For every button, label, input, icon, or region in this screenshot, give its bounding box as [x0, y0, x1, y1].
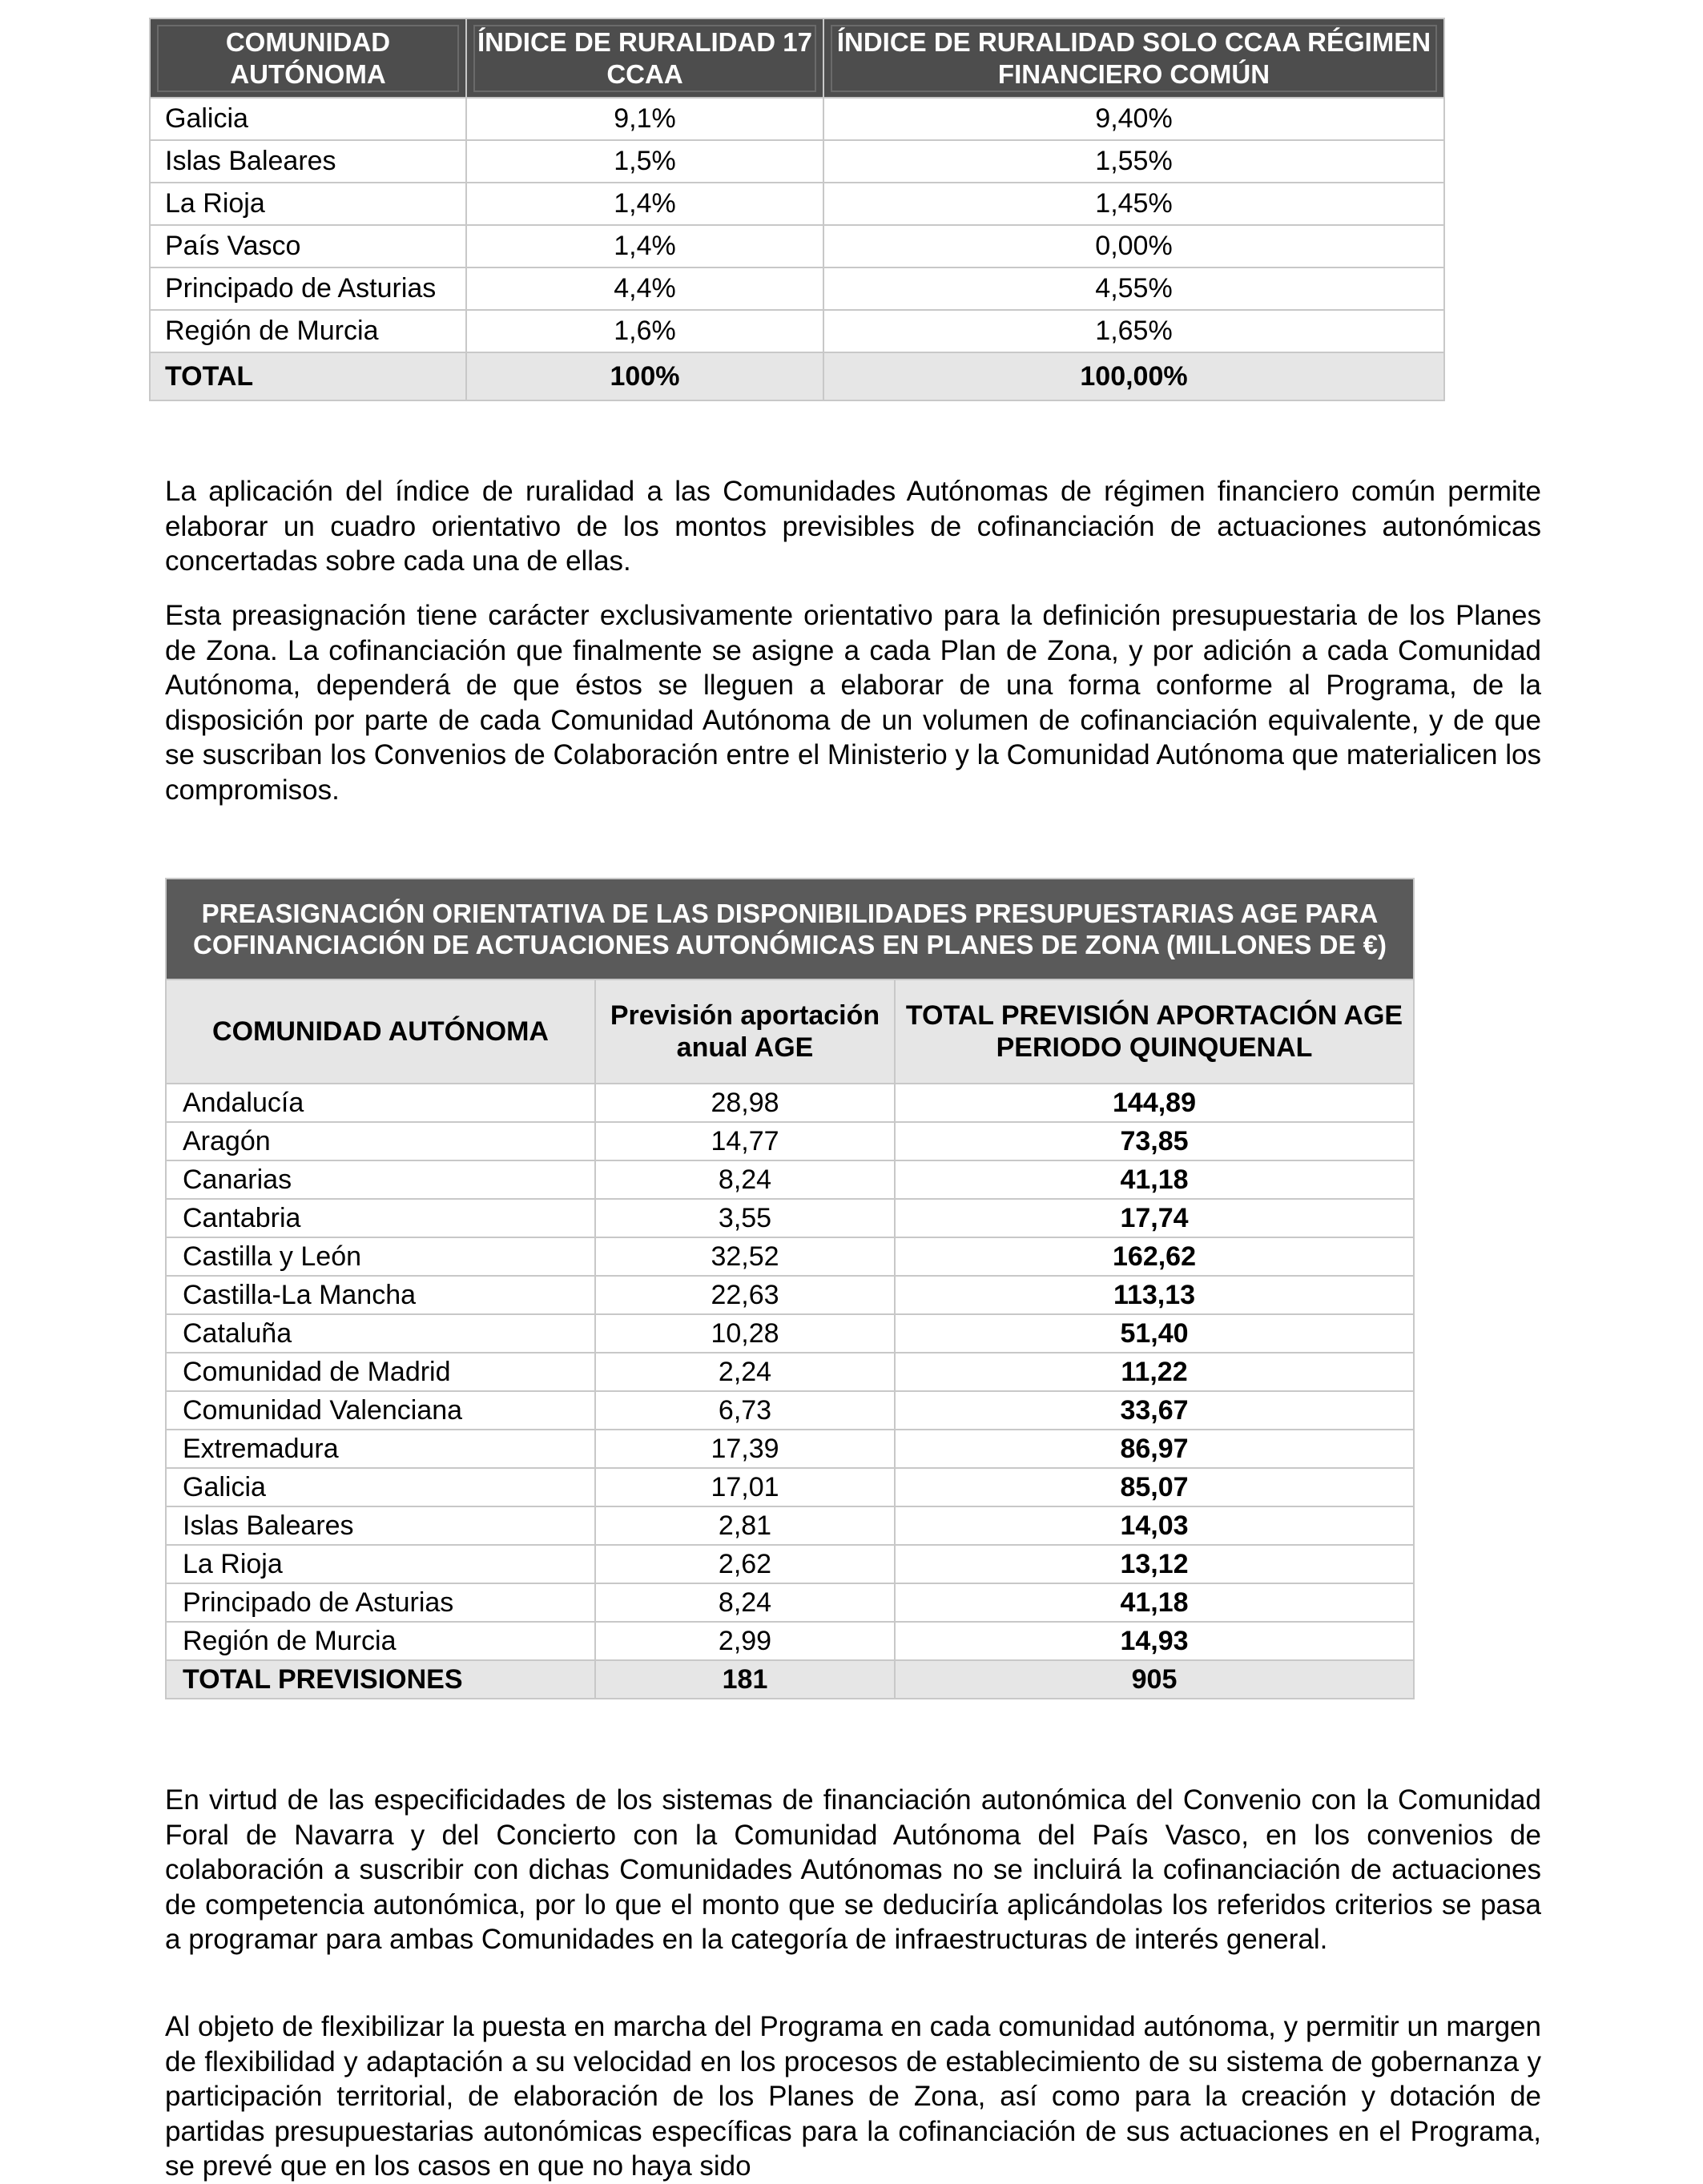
cell-comunidad: Castilla y León [166, 1237, 595, 1276]
cell-total: 14,93 [895, 1622, 1414, 1660]
table-row [150, 310, 1444, 352]
cell-idx17: 1,4% [466, 183, 823, 225]
table-row [166, 1084, 1414, 1122]
cell-total: 11,22 [895, 1353, 1414, 1391]
cell-total: 41,18 [895, 1160, 1414, 1199]
cell-idxcomun: 9,40% [823, 98, 1444, 140]
cell-comunidad: Canarias [166, 1160, 595, 1199]
table-row [166, 1506, 1414, 1545]
cell-anual: 8,24 [595, 1583, 895, 1622]
table-header-row [166, 979, 1414, 1084]
cell-total: 144,89 [895, 1084, 1414, 1122]
cell-comunidad: Aragón [166, 1122, 595, 1160]
cell-comunidad: País Vasco [150, 225, 466, 267]
cell-idx17: 1,5% [466, 140, 823, 183]
cell-comunidad: Galicia [166, 1468, 595, 1506]
total-idx17: 100% [466, 352, 823, 400]
cell-total: 13,12 [895, 1545, 1414, 1583]
cell-comunidad: Principado de Asturias [166, 1583, 595, 1622]
cell-comunidad: Islas Baleares [150, 140, 466, 183]
cell-anual: 22,63 [595, 1276, 895, 1314]
cell-comunidad: Andalucía [166, 1084, 595, 1122]
table-title-row [166, 879, 1414, 979]
cell-anual: 3,55 [595, 1199, 895, 1237]
total-quinquenal: 905 [895, 1660, 1414, 1699]
cell-idx17: 9,1% [466, 98, 823, 140]
cell-comunidad: Islas Baleares [166, 1506, 595, 1545]
total-anual: 181 [595, 1660, 895, 1699]
table-row [166, 1199, 1414, 1237]
cell-anual: 32,52 [595, 1237, 895, 1276]
table-body [166, 1084, 1414, 1660]
table-row [150, 267, 1444, 310]
cell-comunidad: La Rioja [150, 183, 466, 225]
table-row [166, 1391, 1414, 1430]
table-header-row [150, 18, 1444, 98]
cell-comunidad: Castilla-La Mancha [166, 1276, 595, 1314]
cell-idx17: 1,4% [466, 225, 823, 267]
cell-comunidad: Región de Murcia [150, 310, 466, 352]
header-indice-comun: ÍNDICE DE RURALIDAD SOLO CCAA RÉGIMEN FINANCIERO COMÚN [823, 18, 1444, 98]
cell-idx17: 4,4% [466, 267, 823, 310]
cell-anual: 17,39 [595, 1430, 895, 1468]
header-comunidad: COMUNIDAD AUTÓNOMA [166, 979, 595, 1084]
cell-anual: 8,24 [595, 1160, 895, 1199]
rurality-index-table [149, 18, 1445, 401]
cell-comunidad: Comunidad Valenciana [166, 1391, 595, 1430]
cell-idxcomun: 4,55% [823, 267, 1444, 310]
cell-comunidad: Cantabria [166, 1199, 595, 1237]
cell-total: 51,40 [895, 1314, 1414, 1353]
table-row [150, 98, 1444, 140]
header-anual: Previsión aportación anual AGE [595, 979, 895, 1084]
total-row [166, 1660, 1414, 1699]
table-row [166, 1583, 1414, 1622]
cell-comunidad: La Rioja [166, 1545, 595, 1583]
cell-anual: 17,01 [595, 1468, 895, 1506]
cell-anual: 10,28 [595, 1314, 895, 1353]
cell-total: 17,74 [895, 1199, 1414, 1237]
cell-comunidad: Comunidad de Madrid [166, 1353, 595, 1391]
table-body [150, 98, 1444, 352]
cell-idxcomun: 0,00% [823, 225, 1444, 267]
table-row [166, 1314, 1414, 1353]
cell-total: 162,62 [895, 1237, 1414, 1276]
table-row [166, 1430, 1414, 1468]
cell-comunidad: Extremadura [166, 1430, 595, 1468]
table-row [166, 1468, 1414, 1506]
table-row [166, 1545, 1414, 1583]
table-row [150, 225, 1444, 267]
cell-total: 14,03 [895, 1506, 1414, 1545]
cell-anual: 2,62 [595, 1545, 895, 1583]
cell-comunidad: Región de Murcia [166, 1622, 595, 1660]
cell-idxcomun: 1,55% [823, 140, 1444, 183]
header-comunidad: COMUNIDAD AUTÓNOMA [150, 18, 466, 98]
cell-idxcomun: 1,45% [823, 183, 1444, 225]
cell-anual: 2,24 [595, 1353, 895, 1391]
cell-anual: 14,77 [595, 1122, 895, 1160]
cell-anual: 28,98 [595, 1084, 895, 1122]
table-title: PREASIGNACIÓN ORIENTATIVA DE LAS DISPONIBILIDADES PRESUPUESTARIAS AGE PARA COFINANCIACIÓN DE ACTUACIONES AUTONÓMICAS EN PLANES DE ZONA (MILLONES DE €) [166, 879, 1414, 979]
cell-comunidad: Galicia [150, 98, 466, 140]
cell-comunidad: Cataluña [166, 1314, 595, 1353]
cell-anual: 2,99 [595, 1622, 895, 1660]
cell-total: 73,85 [895, 1122, 1414, 1160]
cell-total: 86,97 [895, 1430, 1414, 1468]
table-row [166, 1160, 1414, 1199]
table-row [166, 1237, 1414, 1276]
cell-total: 41,18 [895, 1583, 1414, 1622]
total-idxcomun: 100,00% [823, 352, 1444, 400]
table-row [166, 1122, 1414, 1160]
total-row [150, 352, 1444, 400]
table-row [150, 140, 1444, 183]
paragraph: En virtud de las especificidades de los sistemas de financiación autonómica del Convenio con la Comunidad Foral de Navarra y del Concierto con la Comunidad Autónoma del País Vasco, en los convenios de colaboración a suscribir con dichas Comunidades Autónomas no se incluirá la cofinanciación de actuaciones de competencia autonómica, por lo que el monto que se deduciría aplicándolas los referidos criterios se pasa a programar para ambas Comunidades en la categoría de infraestructuras de interés general. [165, 1784, 1541, 1955]
table-row [150, 183, 1444, 225]
header-indice-17: ÍNDICE DE RURALIDAD 17 CCAA [466, 18, 823, 98]
cell-total: 113,13 [895, 1276, 1414, 1314]
preassignment-table [165, 878, 1415, 1699]
header-quinquenal: TOTAL PREVISIÓN APORTACIÓN AGE PERIODO QUINQUENAL [895, 979, 1414, 1084]
cell-comunidad: Principado de Asturias [150, 267, 466, 310]
cell-idx17: 1,6% [466, 310, 823, 352]
paragraph: Al objeto de flexibilizar la puesta en marcha del Programa en cada comunidad autónoma, y permitir un margen de flexibilidad y adaptación a su velocidad en los procesos de establecimiento de su sistema de gobernanza y participación territorial, de elaboración de los Planes de Zona, así como para la creación y dotación de partidas presupuestarias autonómicas específicas para la cofinanciación de sus actuaciones en el Programa, se prevé que en los casos en que no haya sido [165, 2011, 1541, 2182]
paragraph: Esta preasignación tiene carácter exclusivamente orientativo para la definición presupuestaria de los Planes de Zona. La cofinanciación que finalmente se asigne a cada Plan de Zona, y por adición a cada Comunidad Autónoma, dependerá de que éstos se lleguen a elaborar de una forma conforme al Programa, de la disposición por parte de cada Comunidad Autónoma de un volumen de cofinanciación equivalente, y de que se suscriban los Convenios de Colaboración entre el Ministerio y la Comunidad Autónoma que materialicen los compromisos. [165, 600, 1541, 806]
cell-anual: 6,73 [595, 1391, 895, 1430]
table-row [166, 1353, 1414, 1391]
cell-total: 33,67 [895, 1391, 1414, 1430]
total-label: TOTAL PREVISIONES [166, 1660, 595, 1699]
table-row [166, 1622, 1414, 1660]
cell-anual: 2,81 [595, 1506, 895, 1545]
total-label: TOTAL [150, 352, 466, 400]
table-row [166, 1276, 1414, 1314]
cell-idxcomun: 1,65% [823, 310, 1444, 352]
cell-total: 85,07 [895, 1468, 1414, 1506]
paragraph: La aplicación del índice de ruralidad a las Comunidades Autónomas de régimen financiero común permite elaborar un cuadro orientativo de los montos previsibles de cofinanciación de actuaciones autonómicas concertadas sobre cada una de ellas. [165, 476, 1541, 577]
